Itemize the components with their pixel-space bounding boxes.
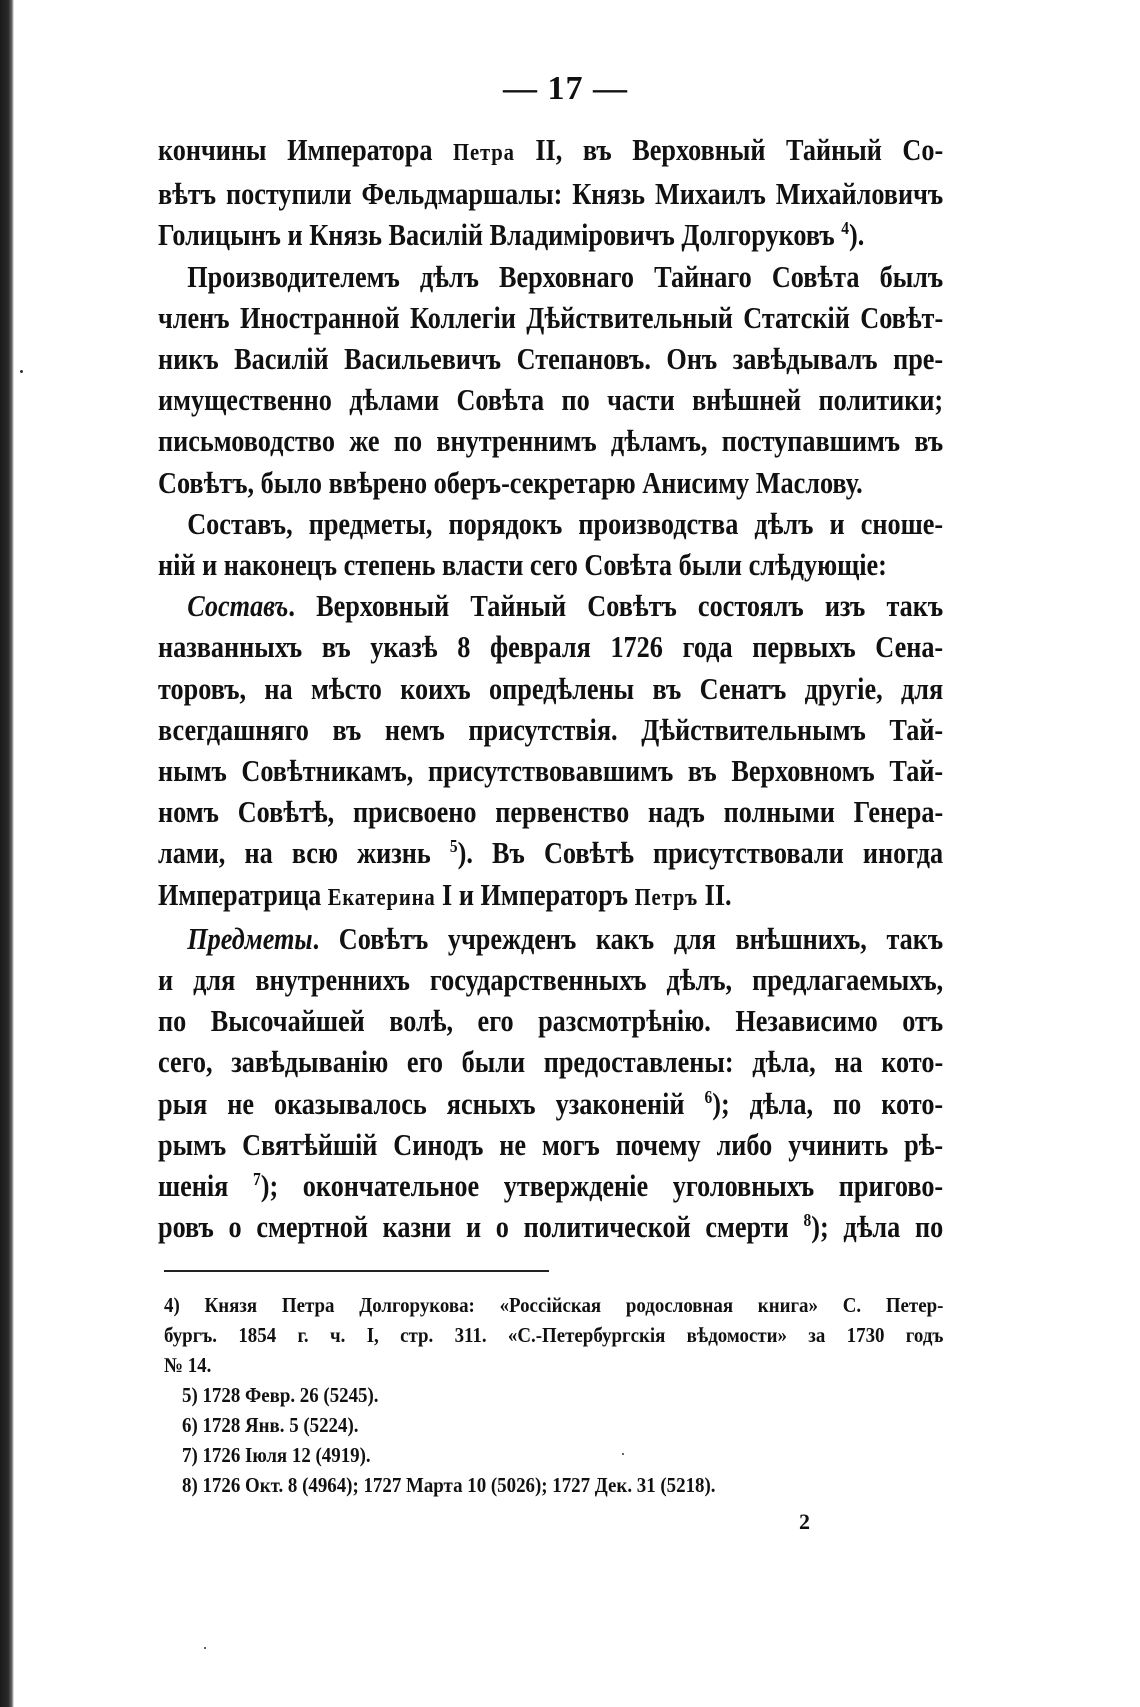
text-run: . Совѣтъ учрежденъ какъ для внѣшнихъ, такъ	[312, 921, 944, 956]
text-run: ); дѣла, по кото-	[712, 1086, 944, 1121]
text-line	[158, 669, 943, 710]
text-run: Составъ, предметы, порядокъ производства дѣлъ и сноше-	[187, 506, 944, 541]
text-line	[158, 710, 943, 751]
text-line	[158, 339, 943, 380]
text-line	[158, 1207, 943, 1248]
body-text	[158, 130, 943, 1248]
footnote-line: 8) 1726 Окт. 8 (4964); 1727 Марта 10 (5026); 1727 Дек. 31 (5218).	[182, 1473, 716, 1497]
text-run: II, въ Верховный Тайный Со-	[514, 133, 944, 167]
footnote-line: 6) 1728 Янв. 5 (5224).	[182, 1413, 359, 1437]
text-run: лами, на всю жизнь	[158, 836, 450, 871]
text-run: сего, завѣдыванію его были предоставлены: дѣла, на кото-	[158, 1045, 944, 1080]
scan-speck	[622, 1453, 624, 1455]
text-run: никъ Василій Васильевичъ Степановъ. Онъ завѣдывалъ пре-	[158, 342, 944, 377]
text-line	[158, 1166, 943, 1207]
footnote-ref: 7	[252, 1168, 261, 1189]
text-run: ); дѣла по	[811, 1210, 944, 1245]
text-line	[158, 130, 943, 174]
footnote-ref: 4	[841, 218, 849, 239]
text-run: рыя не оказывалось ясныхъ узаконеній	[158, 1086, 705, 1121]
text-run: и для внутреннихъ государственныхъ дѣлъ, предлагаемыхъ,	[158, 963, 944, 998]
text-line	[158, 875, 943, 919]
small-caps-name: Екатерина	[327, 884, 436, 911]
text-line	[158, 1084, 943, 1125]
text-run: Императрица	[158, 877, 328, 912]
text-run: Голицынъ и Князь Василій Владиміровичъ Долгоруковъ	[158, 218, 842, 253]
footnote-line: № 14.	[164, 1353, 212, 1377]
text-line	[158, 298, 943, 339]
text-run: ); окончательное утвержденіе уголовныхъ пригово-	[260, 1169, 944, 1204]
text-run: . Верховный Тайный Совѣтъ состоялъ изъ такъ	[288, 589, 944, 624]
text-line	[158, 257, 943, 298]
italic-heading: Составъ	[187, 589, 289, 624]
text-line	[158, 1001, 943, 1042]
text-run: торовъ, на мѣсто коихъ опредѣлены въ Сенатъ другіе, для	[158, 671, 944, 706]
text-run: номъ Совѣтѣ, присвоено первенство надъ полными Генера-	[158, 795, 944, 830]
text-run: кончины Императора	[158, 133, 454, 167]
scan-speck	[20, 370, 23, 373]
footnote-line: 7) 1726 Іюля 12 (4919).	[182, 1443, 371, 1467]
text-run: имущественно дѣлами Совѣта по части внѣшней политики;	[158, 383, 944, 418]
footnotes	[164, 1290, 944, 1500]
text-line	[158, 627, 943, 668]
text-line	[158, 421, 943, 462]
scan-binding-edge	[0, 0, 14, 1707]
small-caps-name: Петра	[453, 140, 515, 166]
text-line	[158, 1042, 943, 1083]
text-line	[158, 174, 943, 215]
text-run: шенія	[158, 1169, 253, 1204]
text-line	[158, 545, 943, 586]
footnote-ref: 6	[704, 1086, 713, 1107]
text-run: Производителемъ дѣлъ Верховнаго Тайнаго Совѣта былъ	[187, 259, 944, 294]
page	[158, 70, 943, 1248]
text-run: по Высочайшей волѣ, его разсмотрѣнію. Независимо отъ	[158, 1004, 944, 1039]
text-line	[158, 751, 943, 792]
text-line	[158, 463, 943, 504]
footnote-separator	[164, 1270, 549, 1272]
text-run: ровъ о смертной казни и о политической смерти	[158, 1210, 804, 1245]
text-line	[158, 833, 943, 874]
text-run: ній и наконецъ степень власти сего Совѣта были слѣдующіе:	[158, 548, 887, 583]
text-run: Совѣтъ, было ввѣрено оберъ-секретарю Анисиму Маслову.	[158, 465, 863, 500]
text-line	[158, 586, 943, 627]
text-run: I и Императоръ	[435, 877, 635, 912]
text-run: письмоводство же по внутреннимъ дѣламъ, поступавшимъ въ	[158, 424, 944, 459]
italic-heading: Предметы	[187, 921, 313, 956]
text-run: ).	[848, 218, 865, 253]
footnote-line: 4) Князя Петра Долгорукова: «Россійская родословная книга» С. Петер-	[164, 1293, 944, 1317]
footnote-line: бургъ. 1854 г. ч. I, стр. 311. «С.-Петербургскія вѣдомости» за 1730 годъ	[164, 1323, 944, 1347]
scan-speck	[204, 1647, 206, 1649]
small-caps-name: Петръ	[634, 884, 699, 911]
text-run: вѣтъ поступили Фельдмаршалы: Князь Михаилъ Михайловичъ	[158, 177, 944, 212]
text-run: II.	[698, 877, 732, 912]
text-line	[158, 919, 943, 960]
text-line	[158, 792, 943, 833]
signature-mark: 2	[799, 1509, 810, 1534]
text-run: рымъ Святѣйшій Синодъ не могъ почему либо учинить рѣ-	[158, 1127, 944, 1162]
text-run: членъ Иностранной Коллегіи Дѣйствительный Статскій Совѣт-	[158, 300, 944, 335]
footnote-line: 5) 1728 Февр. 26 (5245).	[182, 1383, 379, 1407]
text-line	[158, 960, 943, 1001]
text-line	[158, 504, 943, 545]
text-run: ). Въ Совѣтѣ присутствовали иногда	[457, 836, 944, 871]
footnote-ref: 8	[803, 1210, 812, 1231]
text-line	[158, 215, 943, 256]
footnote-ref: 5	[449, 836, 458, 857]
text-run: всегдашняго въ немъ присутствія. Дѣйствительнымъ Тай-	[158, 712, 944, 747]
text-run: нымъ Совѣтникамъ, присутствовавшимъ въ Верховномъ Тай-	[158, 754, 944, 789]
page-number: — 17 —	[503, 70, 628, 107]
text-line	[158, 1125, 943, 1166]
text-run: названныхъ въ указѣ 8 февраля 1726 года первыхъ Сена-	[158, 630, 944, 665]
text-line	[158, 380, 943, 421]
